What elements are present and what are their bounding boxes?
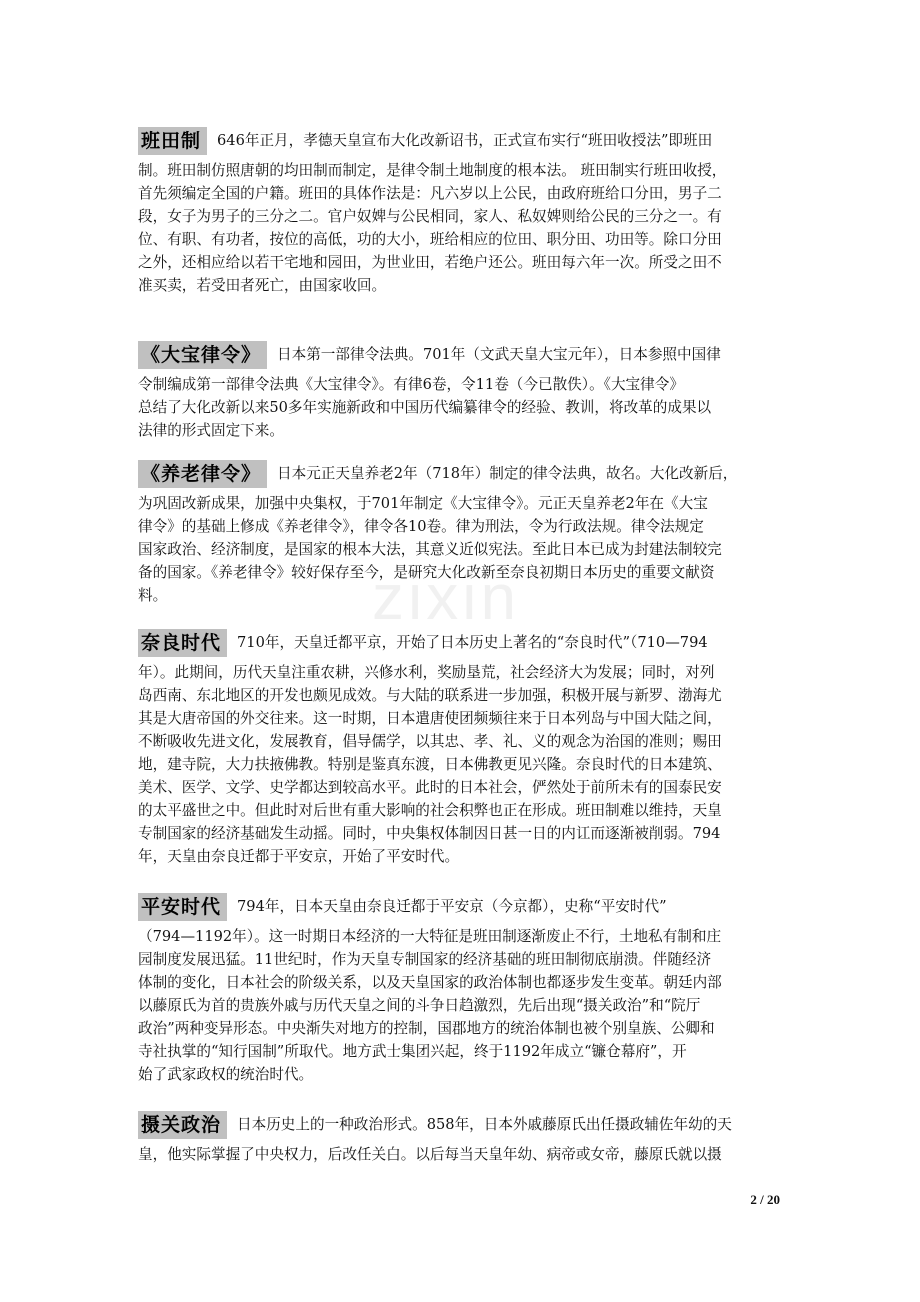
entry-term: 摄关政治: [138, 1111, 227, 1139]
entry-term: 奈良时代: [138, 629, 227, 657]
entry-yoro-code: [138, 455, 786, 607]
body-line: 准买卖，若受田者死亡，由国家收回。: [138, 277, 387, 294]
entry-term: 《养老律令》: [138, 460, 267, 488]
entry-body: [138, 373, 786, 442]
body-line: 以藤原氏为首的贵族外戚与历代天皇之间的斗争日趋激烈，先后出现“摄关政治”和“院厅: [138, 997, 701, 1014]
body-line: 年）。此期间，历代天皇注重农耕，兴修水利，奖励垦荒，社会经济大为发展；同时，对列: [138, 664, 715, 681]
entry-first-line: [138, 336, 786, 369]
body-line: 岛西南、东北地区的开发也颇见成效。与大陆的联系进一步加强，积极开展与新罗、渤海尤: [138, 687, 722, 704]
body-line: 政治”两种变异形态。中央渐失对地方的控制，国郡地方的统治体制也被个别皇族、公卿和: [138, 1020, 715, 1037]
body-line: 律令》的基础上修成《养老律令》，律令各10卷。律为刑法，令为行政法规。律令法规定: [138, 518, 704, 535]
entry-nara-period: [138, 624, 786, 868]
body-line: 皇，他实际掌握了中央权力，后改任关白。以后每当天皇年幼、病帝或女帝，藤原氏就以摄: [138, 1146, 722, 1163]
body-line: 的太平盛世之中。但此时对后世有重大影响的社会积弊也正在形成。班田制难以维持，天皇: [138, 802, 722, 819]
body-line: 其是大唐帝国的外交往来。这一时期，日本遣唐使团频频往来于日本列岛与中国大陆之间，: [138, 710, 722, 727]
body-line: 之外，还相应给以若干宅地和园田，为世业田，若绝户还公。班田每六年一次。所受之田不: [138, 254, 722, 271]
body-line: 年，天皇由奈良迁都于平安京，开始了平安时代。: [138, 848, 460, 865]
page-number: 2 / 20: [750, 1192, 780, 1207]
entry-taiho-code: [138, 336, 786, 442]
entry-lead-text: 794年，日本天皇由奈良迁都于平安京（今京都），史称“平安时代”: [237, 898, 667, 915]
entry-lead-text: 710年，天皇迁都平京，开始了日本历史上著名的“奈良时代”（710—794: [237, 634, 708, 651]
body-line: 国家政治、经济制度，是国家的根本大法，其意义近似宪法。至此日本已成为封建法制较完: [138, 541, 722, 558]
body-line: 首先须编定全国的户籍。班田的具体作法是：凡六岁以上公民，由政府班给口分田，男子二: [138, 185, 722, 202]
entry-lead-text: 日本元正天皇养老2年（718年）制定的律令法典，故名。大化改新后，: [277, 465, 738, 482]
entry-body: [138, 492, 786, 607]
body-line: 地，建寺院，大力扶掖佛教。特别是鉴真东渡，日本佛教更见兴隆。奈良时代的日本建筑、: [138, 756, 722, 773]
entry-bantian: [138, 122, 786, 297]
body-line: 总结了大化改新以来50多年实施新政和中国历代编纂律令的经验、教训，将改革的成果以: [138, 399, 712, 416]
entry-body: [138, 1143, 786, 1166]
body-line: （794—1192年）。这一时期日本经济的一大特征是班田制逐渐废止不行，土地私有制和庄: [138, 928, 722, 945]
entry-lead-text: 646年正月，孝德天皇宣布大化改新诏书，正式宣布实行“班田收授法”即班田: [217, 132, 713, 149]
body-line: 制。班田制仿照唐朝的均田制而制定，是律令制土地制度的根本法。 班田制实行班田收授，: [138, 162, 727, 179]
body-line: 为巩固改新成果，加强中央集权，于701年制定《大宝律令》。元正天皇养老2年在《大宝: [138, 495, 708, 512]
entry-body: [138, 159, 786, 297]
body-line: 专制国家的经济基础发生动摇。同时，中央集权体制因日甚一日的内讧而逐渐被削弱。794: [138, 825, 721, 842]
entry-first-line: [138, 624, 786, 657]
body-line: 体制的变化，日本社会的阶级关系，以及天皇国家的政治体制也都逐步发生变革。朝廷内部: [138, 974, 722, 991]
entry-term: 班田制: [138, 127, 207, 155]
body-line: 段，女子为男子的三分之二。官户奴婢与公民相同，家人、私奴婢则给公民的三分之一。有: [138, 208, 722, 225]
body-line: 寺社执掌的“知行国制”所取代。地方武士集团兴起，终于1192年成立“镰仓幕府”，开: [138, 1043, 687, 1060]
entry-body: [138, 661, 786, 868]
entry-body: [138, 925, 786, 1086]
entry-first-line: [138, 455, 786, 488]
entry-lead-text: 日本历史上的一种政治形式。858年，日本外戚藤原氏出任摄政辅佐年幼的天: [237, 1116, 732, 1133]
body-line: 料。: [138, 587, 168, 604]
body-line: 始了武家政权的统治时代。: [138, 1066, 314, 1083]
body-line: 法律的形式固定下来。: [138, 422, 284, 439]
entry-lead-text: 日本第一部律令法典。701年（文武天皇大宝元年），日本参照中国律: [277, 346, 721, 363]
body-line: 美术、医学、文学、史学都达到较高水平。此时的日本社会，俨然处于前所未有的国泰民安: [138, 779, 722, 796]
watermark: zixin: [372, 561, 521, 633]
entry-term: 《大宝律令》: [138, 341, 267, 369]
body-line: 位、有职、有功者，按位的高低，功的大小，班给相应的位田、职分田、功田等。除口分田: [138, 231, 722, 248]
body-line: 备的国家。《养老律令》较好保存至今，是研究大化改新至奈良初期日本历史的重要文献资: [138, 564, 715, 581]
entry-term: 平安时代: [138, 893, 227, 921]
entry-first-line: [138, 1106, 786, 1139]
body-line: 令制编成第一部律令法典《大宝律令》。有律6卷，令11卷（今已散佚）。《大宝律令》: [138, 376, 684, 393]
body-line: 园制度发展迅猛。11世纪时，作为天皇专制国家的经济基础的班田制彻底崩溃。伴随经济: [138, 951, 712, 968]
entry-sekkan-politics: [138, 1106, 786, 1166]
entry-first-line: [138, 122, 786, 155]
entry-heian-period: [138, 888, 786, 1086]
entry-first-line: [138, 888, 786, 921]
body-line: 不断吸收先进文化，发展教育，倡导儒学，以其忠、孝、礼、义的观念为治国的准则；赐田: [138, 733, 722, 750]
